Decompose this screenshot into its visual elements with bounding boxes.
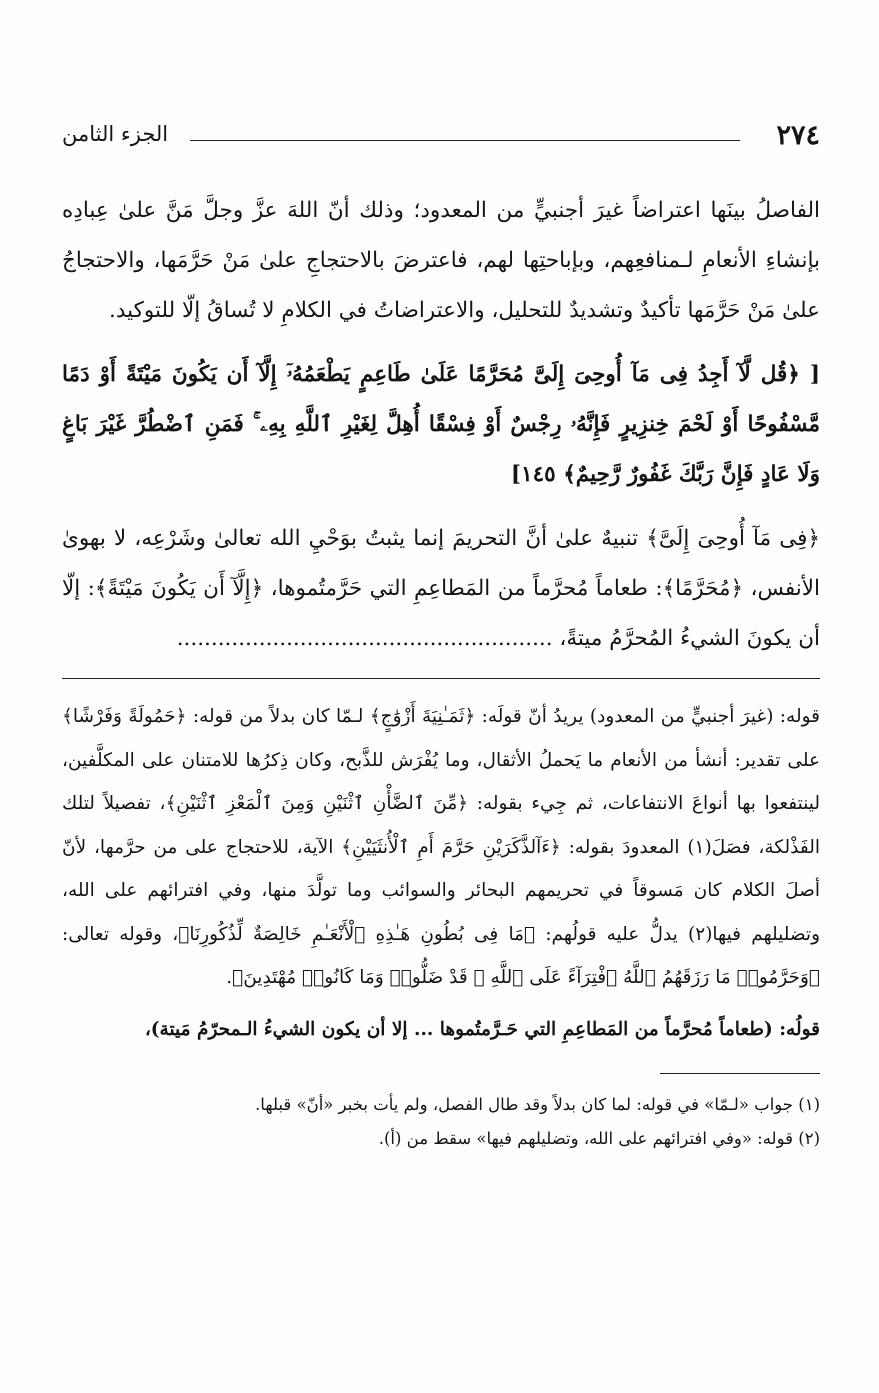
footnote-rule [660,1073,820,1074]
commentary-section [62,695,820,1051]
header-rule [190,140,740,141]
main-text [62,186,820,664]
footnote: (٢) قوله: «وفي افترائهم على الله، وتضليلهم فيها» سقط من (أ). [378,1129,820,1148]
footnotes [62,1088,820,1156]
commentary-paragraph: قوله: (غيرَ أجنبيٍّ من المعدود) يريدُ أنّ قولَه: ﴿ثَمَـٰنِيَةَ أَزْوَٰجٍ﴾ لـمّا كان بدلاً من قوله: ﴿حَمُولَةً وَفَرْشًا﴾ على تقدير: أنشأ من الأنعام ما يَحملُ الأثقال، وما يُفْرَش للذَّبح، وكان ذِكرُها للامتنان على المكلَّفين، لينتفعوا بها أنواعَ الانتفاعات، ثم جِيء بقوله: ﴿مِّنَ ٱلضَّأْنِ ٱثْنَيْنِ وَمِنَ ٱلْمَعْزِ ٱثْنَيْنِ﴾، تفصيلاً لتلك الفَذْلكة، فصَلَ(١) المعدودَ بقوله: ﴿ءَآلذَّكَرَيْنِ حَرَّمَ أَمِ ٱلْأُنثَيَيْنِ﴾ الآية، للاحتجاج على من حرَّمها، لأنّ أصلَ الكلام كان مَسوقاً في تحريمهم البحائر والسوائب وما تولَّدَ منها، وفي افترائهم على الله، وتضليلهم فيها(٢) يدلُّ عليه قولُهم: ﴿مَا فِى بُطُونِ هَـٰذِهِ ٱلْأَنْعَـٰمِ خَالِصَةٌ لِّذُكُورِنَا﴾، وقوله تعالى: ﴿وَحَرَّمُوا۟ مَا رَزَقَهُمُ ٱللَّهُ ٱفْتِرَآءً عَلَى ٱللَّهِ ۚ قَدْ ضَلُّوا۟ وَمَا كَانُوا۟ مُهْتَدِينَ﴾. [62,706,820,988]
commentary-paragraph: قولُه: (طعاماً مُحرَّماً من المَطاعِمِ التي حَـرَّمتُموها ... إلا أن يكون الشيءُ الـمحرّمُ مَيتة)، [144,1018,820,1040]
quran-verse: [ ﴿قُل لَّآ أَجِدُ فِى مَآ أُوحِىَ إِلَىَّ مُحَرَّمًا عَلَىٰ طَاعِمٍ يَطْعَمُهُۥٓ إِلَّآ أَن يَكُونَ مَيْتَةً أَوْ دَمًا مَّسْفُوحًا أَوْ لَحْمَ خِنزِيرٍ فَإِنَّهُۥ رِجْسٌ أَوْ فِسْقًا أُهِلَّ لِغَيْرِ ٱللَّهِ بِهِۦ ۚ فَمَنِ ٱضْطُرَّ غَيْرَ بَاغٍ وَلَا عَادٍ فَإِنَّ رَبَّكَ غَفُورٌ رَّحِيمٌ﴾ ١٤٥] [62,362,820,487]
footnote: (١) جواب «لـمّا» في قوله: لما كان بدلاً وقد طال الفصل، ولم يأت بخبر «أنّ» قبلها. [255,1095,820,1114]
commentary-divider [62,678,820,679]
page-header [62,118,820,158]
page-number: ٢٧٤ [776,120,820,151]
main-paragraph: الفاصلُ بينَها اعتراضاً غيرَ أجنبيٍّ من المعدود؛ وذلك أنّ اللهَ عزَّ وجلَّ مَنَّ علىٰ عِبادِه بإنشاءِ الأنعامِ لـمنافعِهم، وبإباحتِها لهم، فاعترضَ بالاحتجاجِ علىٰ مَنْ حَرَّمَها، والاحتجاجُ علىٰ مَنْ حَرَّمَها تأكيدٌ وتشديدٌ للتحليل، والاعتراضاتُ في الكلامِ لا تُساقُ إلّا للتوكيد. [62,198,820,323]
book-page [62,118,820,1156]
running-title: الجزء الثامن [62,122,169,146]
main-paragraph: ﴿فِى مَآ أُوحِىَ إِلَىَّ﴾ تنبيهٌ علىٰ أنَّ التحريمَ إنما يثبتُ بوَحْيِ الله تعالىٰ وشَرْعِه، لا بهوىٰ الأنفس، ﴿مُحَرَّمًا﴾: طعاماً مُحرَّماً من المَطاعِمِ التي حَرَّمتُموها، ﴿إِلَّآ أَن يَكُونَ مَيْتَةً﴾: إلّا أن يكونَ الشيءُ المُحرَّمُ ميتةً، ....................................................... [62,526,820,651]
